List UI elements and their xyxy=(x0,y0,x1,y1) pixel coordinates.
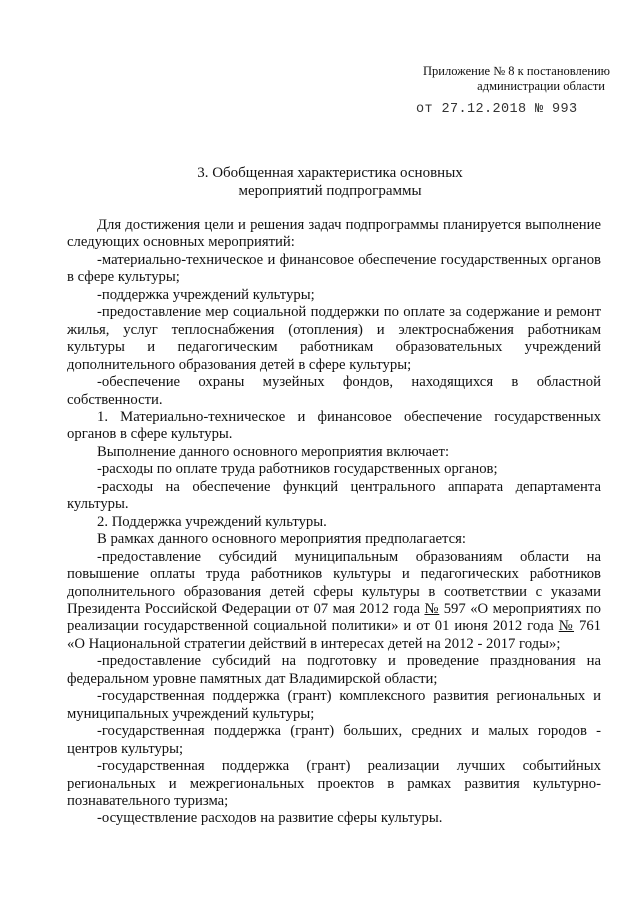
paragraph: Для достижения цели и решения задач подпрограммы планируется выполнение следующих основных мероприятий: xyxy=(67,217,601,251)
list-item: -государственная поддержка (грант) реализации лучших событийных региональных и межрегиональных проектов в рамках развития культурно-познавательного туризма; xyxy=(67,758,601,809)
number-sign: № xyxy=(424,600,440,617)
list-item: -поддержка учреждений культуры; xyxy=(97,286,315,303)
issuer-label: администрации области xyxy=(477,79,605,93)
list-item: -материально-техническое и финансовое обеспечение государственных органов в сфере культуры; xyxy=(67,251,601,286)
text-run: -предоставление субсидий муниципальным образованиям области на повышение оплаты труда работников культуры и педагогических работников дополнительного образования детей сферы культуры в соответствии с указами Президента Российской Федерации от 07 мая 2012 года xyxy=(67,548,601,617)
paragraph: Выполнение данного основного мероприятия включает: xyxy=(97,443,450,460)
list-item: -государственная поддержка (грант) комплексного развития региональных и муниципальных учреждений культуры; xyxy=(67,688,601,722)
text-run: 597 «О мероприятиях по реализации государственной социальной политики» и от 01 июня 2012 года xyxy=(67,600,601,635)
list-item: -государственная поддержка (грант) больших, средних и малых городов - центров культуры; xyxy=(67,723,601,757)
list-item: -обеспечение охраны музейных фондов, находящихся в областной собственности. xyxy=(67,374,601,408)
order-date-number: от 27.12.2018 № 993 xyxy=(416,102,578,117)
list-item: -предоставление субсидий на подготовку и проведение празднования на федеральном уровне памятных дат Владимирской области; xyxy=(67,653,601,687)
list-item: -предоставление мер социальной поддержки по оплате за содержание и ремонт жилья, услуг теплоснабжения (отопления) и электроснабжения работникам культуры и педагогическим работникам образовательных учреждений дополнительного образования детей в сфере культуры; xyxy=(67,304,601,373)
document-body xyxy=(67,217,601,828)
text-run: 761 «О Национальной стратегии действий в интересах детей на 2012 - 2017 годы»; xyxy=(67,618,602,652)
number-sign: № xyxy=(558,618,575,635)
list-item: -расходы на обеспечение функций центрального аппарата департамента культуры. xyxy=(67,478,601,513)
list-item: -расходы по оплате труда работников государственных органов; xyxy=(97,461,498,478)
document-header xyxy=(400,64,610,94)
list-item xyxy=(67,549,601,654)
section-title-line-1: 3. Обобщенная характеристика основных xyxy=(197,165,463,181)
subsection-heading: 2. Поддержка учреждений культуры. xyxy=(97,513,327,530)
section-title-line-2: мероприятий подпрограммы xyxy=(238,183,422,199)
subsection-heading: 1. Материально-техническое и финансовое обеспечение государственных органов в сфере культуры. xyxy=(67,408,601,443)
appendix-label: Приложение № 8 к постановлению xyxy=(423,64,610,78)
paragraph: В рамках данного основного мероприятия предполагается: xyxy=(97,531,466,548)
section-title xyxy=(160,164,500,200)
list-item: -осуществление расходов на развитие сферы культуры. xyxy=(97,810,443,827)
